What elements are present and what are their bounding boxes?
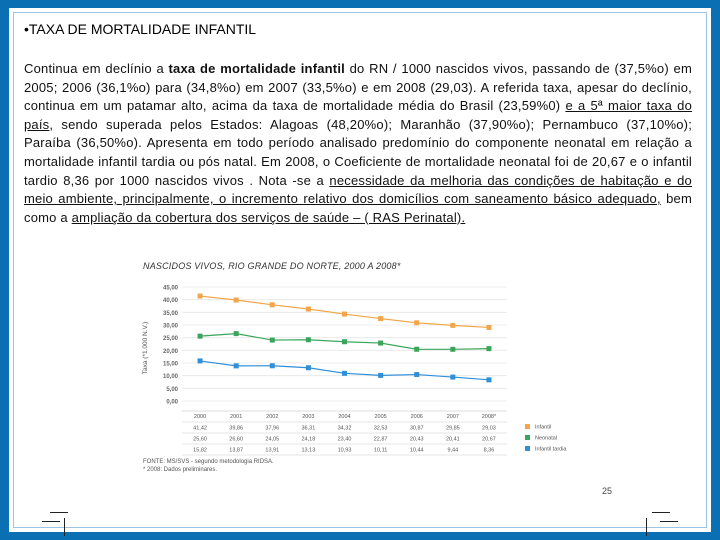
paragraph-underline-3: ampliação da cobertura dos serviços de saúde – ( RAS Perinatal). <box>71 209 466 225</box>
data-label: 24,05 <box>265 436 280 443</box>
data-label: 25,60 <box>193 436 207 443</box>
x-tick-label: 2007 <box>446 414 459 420</box>
data-label: 36,31 <box>301 425 316 432</box>
chart-footnote <box>143 458 343 474</box>
data-label: 8,36 <box>483 447 495 454</box>
paragraph-bold-1: taxa de mortalidade infantil <box>168 61 345 76</box>
y-tick-label: 45,00 <box>162 285 178 292</box>
data-label: 29,85 <box>445 425 460 432</box>
legend-label: Infantil tardia <box>535 446 567 453</box>
data-point <box>234 298 239 303</box>
data-label: 26,60 <box>229 436 244 443</box>
slide-title: •TAXA DE MORTALIDADE INFANTIL <box>24 21 257 37</box>
data-point <box>306 365 311 370</box>
y-tick-label: 30,00 <box>162 323 178 330</box>
corner-mark-bl-h <box>50 512 68 513</box>
corner-mark-br-h <box>652 512 670 513</box>
corner-mark-bl-h2 <box>42 521 60 522</box>
data-point <box>486 377 491 382</box>
data-label: 13,13 <box>301 447 316 454</box>
x-tick-label: 2000 <box>193 414 207 420</box>
series-line-2 <box>200 361 489 380</box>
paragraph-underline-2: necessidade da melhoria das condições de habitação e do meio ambiente, principalmente, o incremento relativo dos domicílios com saneamento básico adequado, <box>24 172 692 207</box>
chart-title: NASCIDOS VIVOS, RIO GRANDE DO NORTE, 2000 A 2008* <box>143 261 401 271</box>
data-label: 24,18 <box>301 436 316 443</box>
y-tick-label: 10,00 <box>162 374 178 381</box>
y-tick-label: 5,00 <box>166 386 178 393</box>
x-tick-label: 2002 <box>266 414 279 420</box>
data-point <box>198 358 203 363</box>
x-tick-label: 2004 <box>338 414 351 420</box>
data-point <box>270 363 275 368</box>
y-tick-label: 35,00 <box>162 310 178 317</box>
data-point <box>342 339 347 344</box>
legend-label: Neonatal <box>535 435 558 442</box>
data-point <box>414 372 419 377</box>
data-point <box>378 316 383 321</box>
x-tick-label: 2003 <box>302 414 315 420</box>
data-label: 10,44 <box>409 447 424 454</box>
y-axis-label: Taxa (*1.000 N.V.) <box>142 321 149 375</box>
data-point <box>450 375 455 380</box>
data-label: 34,32 <box>337 425 352 432</box>
x-tick-label: 2006 <box>410 414 423 420</box>
data-point <box>342 371 347 376</box>
legend-swatch <box>525 446 530 451</box>
data-point <box>198 294 203 299</box>
body-paragraph <box>24 60 692 227</box>
data-label: 22,87 <box>373 436 388 443</box>
corner-mark-br-h2 <box>660 521 678 522</box>
y-tick-label: 15,00 <box>162 361 178 368</box>
footnote-line-2: * 2008: Dados preliminares. <box>143 467 218 473</box>
data-point <box>486 325 491 330</box>
data-point <box>342 312 347 317</box>
data-label: 39,86 <box>229 425 244 432</box>
data-label: 20,43 <box>409 436 424 443</box>
legend-swatch <box>525 435 530 440</box>
data-label: 13,87 <box>229 447 244 454</box>
data-label: 13,91 <box>265 447 280 454</box>
y-tick-label: 40,00 <box>162 298 178 305</box>
legend-swatch <box>525 424 530 429</box>
corner-mark-br-v <box>646 518 647 536</box>
data-label: 15,82 <box>193 447 207 454</box>
data-point <box>378 373 383 378</box>
data-label: 37,96 <box>265 425 280 432</box>
data-label: 32,53 <box>373 425 388 432</box>
legend-label: Infantil <box>535 424 552 431</box>
y-tick-label: 0,00 <box>166 399 178 406</box>
footnote-line-1: FONTE: MS/SVS - segundo metodologia RIDSA. <box>143 459 274 465</box>
data-point <box>306 307 311 312</box>
mortality-chart <box>139 253 579 498</box>
paragraph-text-4: bem como a <box>24 191 692 225</box>
data-label: 41,42 <box>193 425 207 432</box>
data-point <box>414 320 419 325</box>
data-point <box>450 347 455 352</box>
data-point <box>450 323 455 328</box>
data-point <box>270 338 275 343</box>
corner-mark-bl-v <box>64 518 65 536</box>
data-label: 10,11 <box>373 447 388 454</box>
data-label: 20,67 <box>482 436 496 443</box>
data-point <box>414 347 419 352</box>
x-tick-label: 2008* <box>481 414 497 420</box>
x-tick-label: 2005 <box>374 414 387 420</box>
paragraph-text-2: do RN / 1000 nascidos vivos, passando de (37,5%o) em 2005; 2006 (36,1%o) para (34,8%o) em 2007 (33,5%o) e em 2008 (29,03). A referida taxa, apesar do declínio, continua em um patamar alto, acima da taxa de mortalidade média do Brasil (23,59%0) <box>24 61 692 114</box>
page-number: 25 <box>602 486 613 496</box>
y-tick-label: 20,00 <box>162 348 178 355</box>
data-point <box>234 363 239 368</box>
data-point <box>198 334 203 339</box>
data-point <box>270 302 275 307</box>
data-label: 20,41 <box>445 436 460 443</box>
paragraph-text-1: Continua em declínio a <box>24 61 169 76</box>
paragraph-text-3: , sendo superada pelos Estados: Alagoas (48,20%o); Maranhão (37,90%o); Pernambuco (37,10%o); Paraíba (36,50%o). Apresenta em todo período analisado predomínio do componente neonatal em relação a mortalidade infantil tardia ou pós natal. Em 2008, o Coeficiente de mortalidade neonatal foi de 20,67 e o infantil tardio 8,36 por 1000 nascidos vivos . Nota -se a <box>24 116 692 188</box>
data-point <box>234 331 239 336</box>
data-label: 29,03 <box>482 425 496 432</box>
data-label: 9,44 <box>447 447 459 454</box>
x-tick-label: 2001 <box>230 414 243 420</box>
data-label: 30,87 <box>409 425 424 432</box>
data-label: 10,93 <box>337 447 352 454</box>
data-label: 23,40 <box>337 436 352 443</box>
paragraph-underline-1: e a 5ª maior taxa do país <box>24 98 692 132</box>
data-point <box>486 346 491 351</box>
data-point <box>306 337 311 342</box>
data-point <box>378 341 383 346</box>
y-tick-label: 25,00 <box>162 336 178 343</box>
